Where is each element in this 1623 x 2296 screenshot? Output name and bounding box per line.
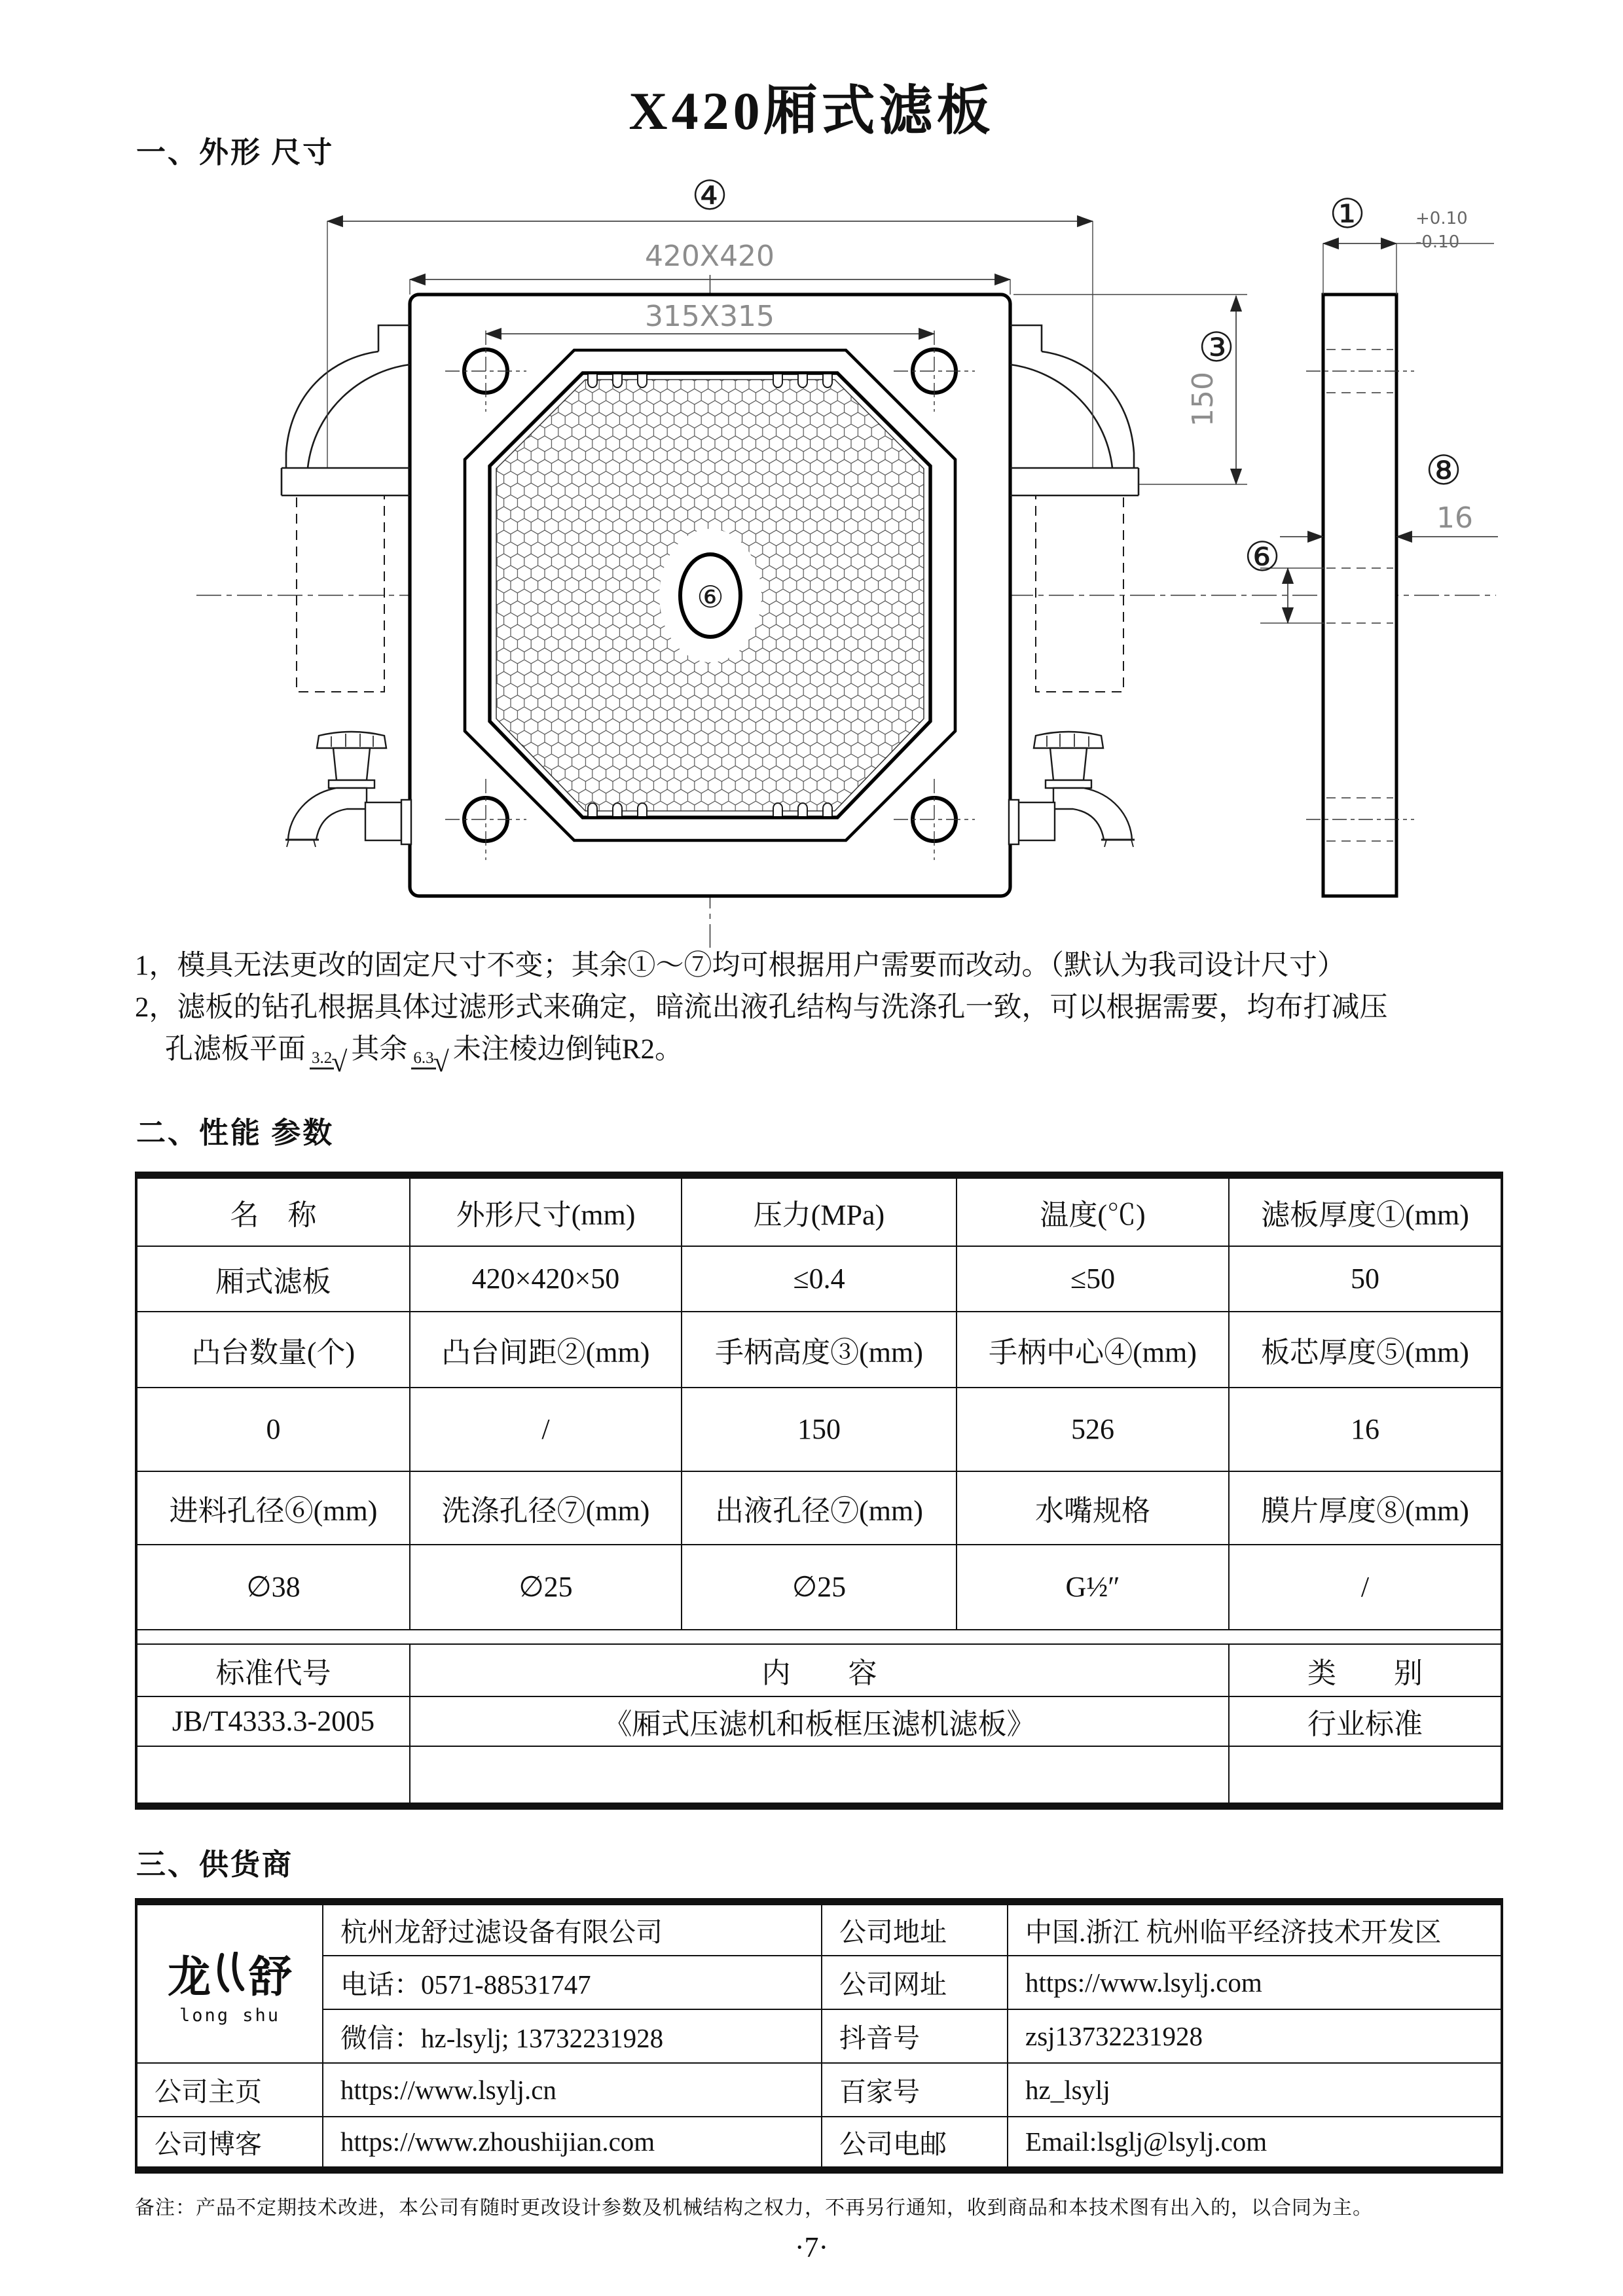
- logo-mark-icon: [212, 1952, 247, 1994]
- dim-150: 150: [1186, 372, 1220, 427]
- company-phone: 电话：0571-88531747: [323, 1956, 822, 2009]
- table-row: 凸台数量(个) 凸台间距②(mm) 手柄高度③(mm) 手柄中心④(mm) 板芯厚度⑤(mm): [136, 1312, 1502, 1388]
- callout-6-side: ⑥: [1244, 533, 1281, 581]
- company-baijiahao: hz_lsylj: [1008, 2063, 1502, 2117]
- callout-6-center: ⑥: [697, 579, 724, 615]
- side-view: [1306, 295, 1414, 896]
- table-row: ∅38 ∅25 ∅25 G½″ /: [136, 1545, 1502, 1630]
- table-row: [136, 1902, 1502, 1956]
- label-blog: 公司博客: [136, 2117, 323, 2170]
- company-email: Email:lsglj@lsylj.com: [1008, 2117, 1502, 2170]
- section-1-heading: 一、外形 尺寸: [136, 136, 335, 169]
- drawing-notes: [135, 945, 1529, 1078]
- company-douyin: zsj13732231928: [1008, 2009, 1502, 2063]
- label-website: 公司网址: [822, 1956, 1008, 2009]
- company-website: https://www.lsylj.com: [1008, 1956, 1502, 2009]
- company-logo: 龙 舒 long shu: [136, 1902, 323, 2063]
- section-3-heading: 三、供货商: [136, 1848, 294, 1881]
- callout-8: ⑧: [1425, 446, 1462, 494]
- tolerance-plus: +0.10: [1415, 209, 1468, 228]
- note-1: 1，模具无法更改的固定尺寸不变；其余①～⑦均可根据用户需要而改动。（默认为我司设计尺寸）: [135, 950, 1345, 981]
- surface-roughness-icon: 6.3 √: [411, 1050, 448, 1074]
- dim-420x420: 420X420: [644, 240, 775, 273]
- label-email: 公司电邮: [822, 2117, 1008, 2170]
- table-row: [136, 2009, 1502, 2063]
- company-address: 中国.浙江 杭州临平经济技术开发区: [1008, 1902, 1502, 1956]
- table-spacer-row: [136, 1630, 1502, 1644]
- table-row: 名 称 外形尺寸(mm) 压力(MPa) 温度(℃) 滤板厚度①(mm): [136, 1175, 1502, 1246]
- label-baijiahao: 百家号: [822, 2063, 1008, 2117]
- table-row: 0 / 150 526 16: [136, 1388, 1502, 1471]
- supplier-table: [135, 1898, 1503, 2174]
- label-homepage: 公司主页: [136, 2063, 323, 2117]
- logo-subtext: long shu: [179, 2005, 281, 2026]
- dim-16: 16: [1436, 501, 1473, 535]
- table-row: 进料孔径⑥(mm) 洗涤孔径⑦(mm) 出液孔径⑦(mm) 水嘴规格 膜片厚度⑧(mm): [136, 1471, 1502, 1545]
- performance-table: [135, 1172, 1503, 1810]
- table-row: [136, 2063, 1502, 2117]
- dim-315x315: 315X315: [644, 300, 775, 333]
- tolerance-minus: -0.10: [1415, 232, 1460, 252]
- callout-1: ①: [1329, 190, 1366, 238]
- table-row: [136, 2117, 1502, 2170]
- surface-roughness-icon: 3.2 √: [310, 1050, 347, 1074]
- callout-3: ③: [1198, 323, 1235, 371]
- company-wechat: 微信：hz-lsylj; 13732231928: [323, 2009, 822, 2063]
- label-douyin: 抖音号: [822, 2009, 1008, 2063]
- company-blog: https://www.zhoushijian.com: [323, 2117, 822, 2170]
- standard-header-row: 标准代号 内 容 类 别: [136, 1644, 1502, 1696]
- page-number: ·7·: [794, 2231, 829, 2263]
- company-homepage: https://www.lsylj.cn: [323, 2063, 822, 2117]
- callout-4: ④: [691, 171, 728, 219]
- section-2-heading: 二、性能 参数: [136, 1117, 335, 1149]
- standard-value-row: JB/T4333.3-2005 《厢式压滤机和板框压滤机滤板》 行业标准: [136, 1696, 1502, 1746]
- company-name: 杭州龙舒过滤设备有限公司: [323, 1902, 822, 1956]
- empty-row: [136, 1746, 1502, 1806]
- table-row: 厢式滤板 420×420×50 ≤0.4 ≤50 50: [136, 1246, 1502, 1312]
- note-2: 2，滤板的钻孔根据具体过滤形式来确定，暗流出液孔结构与洗涤孔一致，可以根据需要，均布打减压: [135, 992, 1388, 1023]
- label-address: 公司地址: [822, 1902, 1008, 1956]
- table-row: [136, 1956, 1502, 2009]
- note-3: 孔滤板平面 3.2 √ 其余 6.3 √ 未注棱边倒钝R2。: [165, 1034, 683, 1078]
- front-view: [282, 295, 1139, 896]
- footer-note: 备注：产品不定期技术改进，本公司有随时更改设计参数及机械结构之权力，不再另行通知，收到商品和本技术图有出入的，以合同为主。: [135, 2197, 1373, 2219]
- page-title: X420厢式滤板: [629, 81, 994, 141]
- technical-drawing: [0, 0, 1623, 956]
